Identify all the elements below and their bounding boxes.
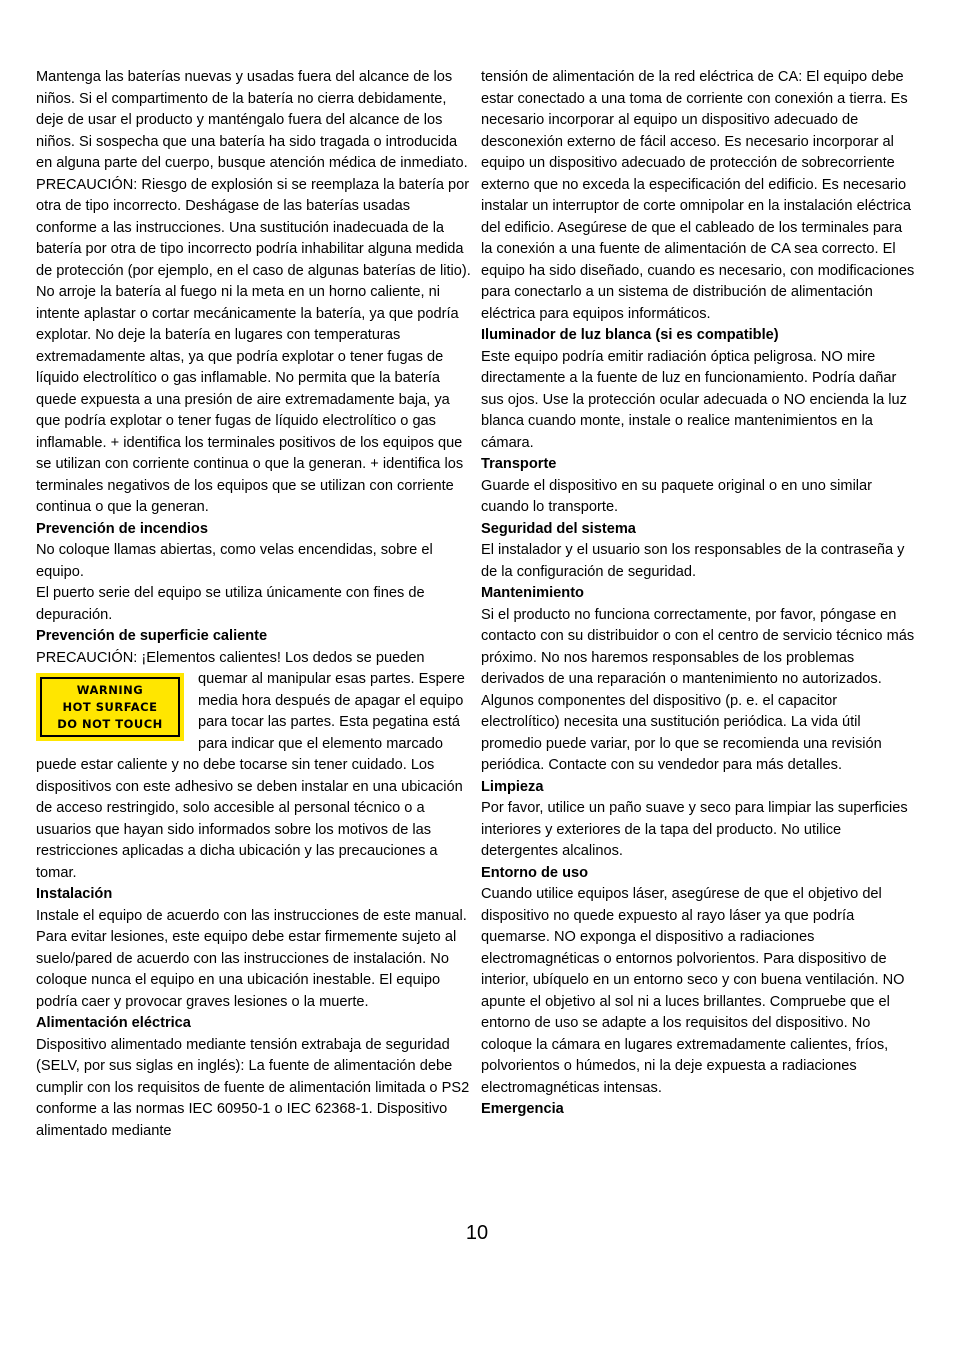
white-light-heading: Iluminador de luz blanca (si es compatible) <box>481 327 779 343</box>
hot-surface-paragraph: quemar al manipular esas partes. Espere media hora después de apagar el equipo para tocar las partes. Esta pegatina está para indicar que el elemento marcado puede estar caliente y no debe tocarse sin tener cuidado. Los dispositivos con este adhesivo se deben instalar en una ubicación de acceso restringido, solo accesible al personal técnico o a usuarios que hayan sido informados sobre los motivos de las restricciones aplicadas a dicha ubicación y las precauciones a tomar. <box>36 671 465 881</box>
fire-prevention-heading: Prevención de incendios <box>36 520 208 537</box>
cleaning-heading: Limpieza <box>481 778 544 795</box>
page-number: 10 <box>465 1222 489 1244</box>
warning-label-line3: DO NOT TOUCH <box>57 716 163 731</box>
hot-surface-heading: Prevención de superficie caliente <box>36 628 268 644</box>
environment-paragraph: Cuando utilice equipos láser, asegúrese de que el objetivo del dispositivo no quede expuesto al rayo láser ya que podría quemarse. NO exponga el dispositivo a radiaciones electromagnéticas o entornos polvorientos. Para dispositivo de interior, ubíquelo en un entorno seco y con buena ventilación. NO apunte el objetivo al sol ni a luces brillantes. Compruebe que el entorno de uso se adapte a los requisitos del dispositivo. No coloque la cámara en lugares extremadamente calientes, fríos, polvorientos o húmedos, ni la deje expuesta a radiaciones electromagnéticas intensas. <box>481 886 905 1096</box>
cleaning-paragraph: Por favor, utilice un paño suave y seco para limpiar las superficies interiores y exteriores de la tapa del producto. No utilice detergentes alcalinos. <box>481 800 908 859</box>
installation-paragraph: Instale el equipo de acuerdo con las instrucciones de este manual. Para evitar lesiones, este equipo debe estar firmemente sujeto al suelo/pared de acuerdo con las instrucciones de instalación. No coloque nunca el equipo en una ubicación inestable. El equipo podría caer y provocar graves lesiones o la muerte. <box>36 907 467 1010</box>
installation-heading: Instalación <box>36 886 113 902</box>
maintenance-heading: Mantenimiento <box>481 585 584 601</box>
warning-label-line2: HOT SURFACE <box>62 699 158 714</box>
warning-label-line1: WARNING <box>76 682 144 697</box>
power-supply-paragraph: Dispositivo alimentado mediante tensión extrabaja de seguridad (SELV, por sus siglas en inglés): La fuente de alimentación debe cumplir con los requisitos de fuente de alimentación limitada o PS2 conforme a las normas IEC 60950-1 o IEC 62368-1. Dispositivo alimentado mediante <box>36 1036 470 1139</box>
maintenance-paragraph: Si el producto no funciona correctamente, por favor, póngase en contacto con su distribuidor o con el centro de servicio técnico más próximo. No nos haremos responsables de los problemas derivados de una reparación o mantenimiento no autorizados. Algunos componentes del dispositivo (p. e. el capacitor electrolítico) necesita una sustitución periódica. La vida útil promedio puede variar, por lo que se recomienda una revisión periódica. Contacte con su vendedor para más detalles. <box>481 606 915 773</box>
hot-surface-warning-label <box>36 673 184 741</box>
transport-paragraph: Guarde el dispositivo en su paquete original o en uno similar cuando lo transporte. <box>481 477 873 515</box>
white-light-paragraph: Este equipo podría emitir radiación óptica peligrosa. NO mire directamente a la fuente de luz en funcionamiento. Podría dañar sus ojos. Use la protección ocular adecuada o NO encienda la luz blanca cuando monte, instale o realice mantenimientos en la cámara. <box>481 348 907 451</box>
serial-port-paragraph: El puerto serie del equipo se utiliza únicamente con fines de depuración. <box>36 585 425 623</box>
transport-heading: Transporte <box>481 456 557 472</box>
batteries-paragraph: Mantenga las baterías nuevas y usadas fuera del alcance de los niños. Si el compartimento de la batería no cierra debidamente, deje de usar el producto y manténgalo fuera del alcance de los niños. Si sospecha que una batería ha sido tragada o introducida en alguna parte del cuerpo, busque atención médica de inmediato. PRECAUCIÓN: Riesgo de explosión si se reemplaza la batería por otra de tipo incorrecto. Deshágase de las baterías usadas conforme a las instrucciones. Una sustitución inadecuada de la batería por otra de tipo incorrecto podría inhabilitar alguna medida de protección (por ejemplo, en el caso de algunas baterías de litio). No arroje la batería al fuego ni la meta en un horno caliente, ni intente aplastar o cortar mecánicamente la batería, ya que podría explotar. No deje la batería en lugares con temperaturas extremadamente altas, ya que podría explotar o tener fugas de líquido electrolítico o gas inflamable. No permita que la batería quede expuesta a una presión de aire extremadamente baja, ya que podría explotar o tener fugas de líquido electrolítico o gas inflamable. + identifica los terminales positivos de los equipos que se utilizan con corriente continua o que la generan. + identifica los terminales negativos de los equipos que se utilizan con corriente continua o que la generan. <box>36 69 471 515</box>
left-column <box>36 67 472 1142</box>
power-supply-continued-paragraph: tensión de alimentación de la red eléctrica de CA: El equipo debe estar conectado a una toma de corriente con conexión a tierra. Es necesario incorporar al equipo un dispositivo adecuado de desconexión externo de fácil acceso. Es necesario incorporar al equipo un dispositivo adecuado de protección de sobrecorriente externo que no exceda la especificación del edificio. Es necesario instalar un interruptor de corte omnipolar en la instalación eléctrica del edificio. Asegúrese de que el cableado de los terminales para la conexión a una fuente de alimentación de CA sea correcto. El equipo ha sido diseñado, cuando es necesario, con modificaciones para conectarlo a un sistema de distribución de alimentación eléctrica para equipos informáticos. <box>481 69 915 322</box>
power-supply-heading: Alimentación eléctrica <box>36 1015 191 1031</box>
hot-surface-caution: PRECAUCIÓN: ¡Elementos calientes! Los dedos se pueden <box>36 649 425 666</box>
emergency-heading: Emergencia <box>481 1101 564 1117</box>
system-security-heading: Seguridad del sistema <box>481 520 636 537</box>
right-column <box>481 67 917 1121</box>
fire-prevention-paragraph: No coloque llamas abiertas, como velas encendidas, sobre el equipo. <box>36 542 433 580</box>
warning-label-border <box>40 677 180 737</box>
environment-heading: Entorno de uso <box>481 864 589 881</box>
system-security-paragraph: El instalador y el usuario son los responsables de la contraseña y de la configuración de seguridad. <box>481 542 905 580</box>
